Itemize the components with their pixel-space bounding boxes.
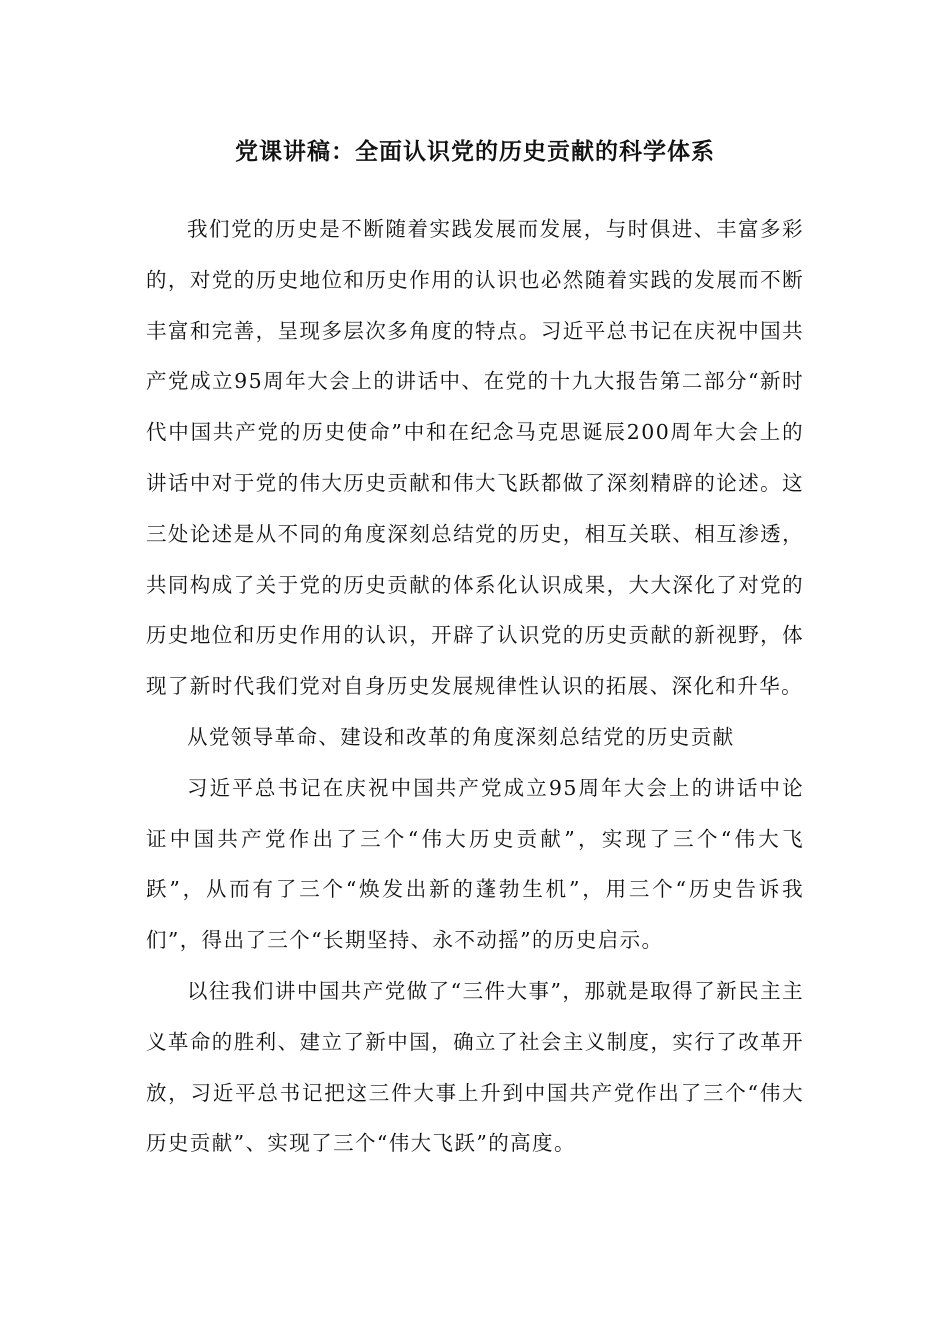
paragraph-speech: 习近平总书记在庆祝中国共产党成立95周年大会上的讲话中论证中国共产党作出了三个“伟大历史贡献”，实现了三个“伟大飞跃”，从而有了三个“焕发出新的蓬勃生机”，用三个“历史告诉我们”，得出了三个“长期坚持、永不动摇”的历史启示。 <box>146 775 804 953</box>
document-title: 党课讲稿：全面认识党的历史贡献的科学体系 <box>235 139 715 165</box>
document-body <box>146 204 804 1169</box>
paragraph-intro: 我们党的历史是不断随着实践发展而发展，与时俱进、丰富多彩的，对党的历史地位和历史作用的认识也必然随着实践的发展而不断丰富和完善，呈现多层次多角度的特点。习近平总书记在庆祝中国共产党成立95周年大会上的讲话中、在党的十九大报告第二部分“新时代中国共产党的历史使命”中和在纪念马克思诞辰200周年大会上的讲话中对于党的伟大历史贡献和伟大飞跃都做了深刻精辟的论述。这三处论述是从不同的角度深刻总结党的历史，相互关联、相互渗透，共同构成了关于党的历史贡献的体系化认识成果，大大深化了对党的历史地位和历史作用的认识，开辟了认识党的历史贡献的新视野，体现了新时代我们党对自身历史发展规律性认识的拓展、深化和升华。 <box>146 217 804 699</box>
section-heading: 从党领导革命、建设和改革的角度深刻总结党的历史贡献 <box>187 724 735 749</box>
paragraph-three-events: 以往我们讲中国共产党做了“三件大事”，那就是取得了新民主主义革命的胜利、建立了新中国，确立了社会主义制度，实行了改革开放，习近平总书记把这三件大事上升到中国共产党作出了三个“伟大历史贡献”、实现了三个“伟大飞跃”的高度。 <box>146 978 804 1156</box>
